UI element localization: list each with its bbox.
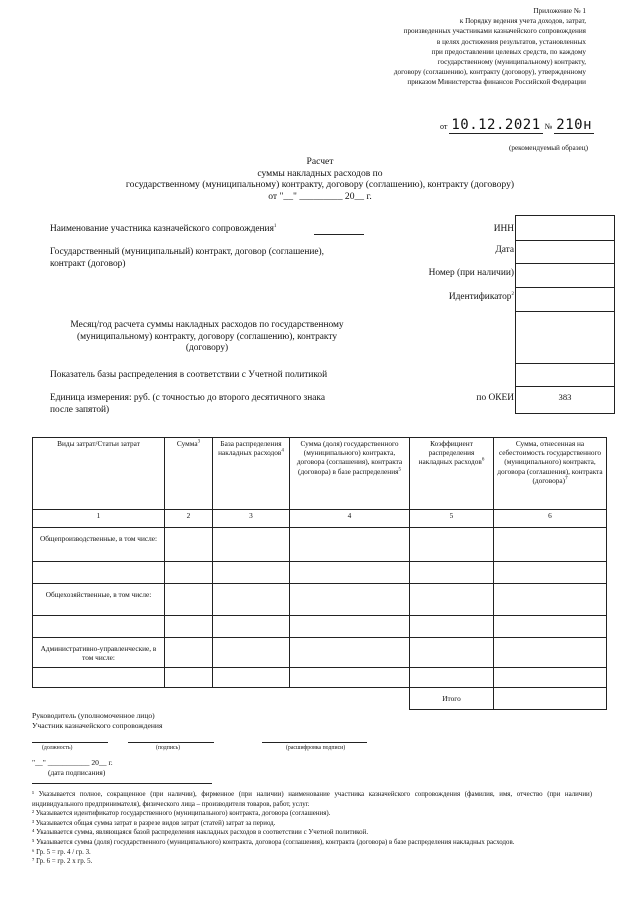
sign-date-line: "__" ___________ 20__ г.	[32, 758, 113, 767]
table-row	[33, 616, 607, 638]
footnote: ¹ Указывается полное, сокращенное (при наличии), фирменное (при наличии) наименование участника казначейского сопровождения (фамилия, имя, отчество (при наличии) индивидуального предпринимателя), физического лица – производителя товаров, работ, услуг.	[32, 791, 592, 808]
participant-label: Наименование участника казначейского сопровождения$^1$	[50, 223, 277, 234]
table-header-row	[33, 438, 607, 510]
appendix-line: в целях достижения результатов, установленных	[436, 37, 586, 46]
okei-label: по ОКЕИ	[476, 393, 514, 403]
table-row	[33, 668, 607, 688]
footnote: ² Указывается идентификатор государственного (муниципального) контракта, договора (соглашения).	[32, 810, 331, 818]
footnote: ⁵ Указывается сумма (доля) государственного (муниципального) контракта, договора (соглашения), контракта (договора) в базе распределения накладных расходов.	[32, 838, 515, 846]
appendix-line: государственному (муниципальному) контракту,	[437, 58, 586, 67]
order-number: 210н	[556, 117, 592, 133]
order-reference: от 10.12.2021 № 210н	[439, 117, 592, 133]
header-cell: Сумма$^3$	[165, 438, 213, 510]
sign-date-caption: (дата подписания)	[48, 768, 106, 777]
footnote: ⁷ Гр. 6 = гр. 2 х гр. 5.	[32, 858, 93, 866]
header-cell: Сумма, отнесенная на себестоимость государственного (муниципального) контракта, договора (соглашения), контракта (договора)$^7$	[494, 438, 607, 510]
date-label: Дата	[495, 245, 514, 255]
table-row: Общехозяйственные, в том числе:	[33, 584, 607, 616]
total-row	[33, 688, 607, 710]
table-row: Административно-управленческие, в том числе:	[33, 638, 607, 668]
appendix-line: произведенных участниками казначейского сопровождения	[403, 27, 586, 36]
overhead-table	[32, 437, 607, 710]
signature-block: Руководитель (уполномоченное лицо) Участник казначейского сопровождения	[32, 711, 163, 730]
participant-underline	[314, 234, 364, 235]
footnote: ⁴ Указывается сумма, являющаяся базой распределения накладных расходов в соответствии с Учетной политикой.	[32, 829, 369, 837]
month-label: Месяц/год расчета суммы накладных расходов по государственному (муниципальному) контракту, договору (соглашению), контракту (договору)	[70, 320, 344, 354]
table-row: Общепроизводственные, в том числе:	[33, 528, 607, 562]
position-caption: (должность)	[42, 745, 73, 751]
identifier-label: Идентификатор$^2$	[448, 291, 514, 302]
appendix-line: приказом Министерства финансов Российской Федерации	[407, 78, 586, 87]
signature-caption: (подпись)	[156, 745, 181, 751]
column-number-row: 1 2 3 4 5 6	[33, 510, 607, 528]
decoding-caption: (расшифровка подписи)	[286, 745, 346, 751]
contract-label: Государственный (муниципальный) контракт, договор (соглашение), контракт (договор)	[50, 247, 324, 269]
header-cell: База распределения накладных расходов$^4$	[213, 438, 290, 510]
inn-label: ИНН	[493, 224, 514, 234]
appendix-header	[326, 6, 586, 88]
header-cell: Сумма (доля) государственного (муниципального) контракта, договора (соглашения), контракта (договора) в базе распределения$^5$	[290, 438, 410, 510]
footnote: ³ Указывается общая сумма затрат в разрезе видов затрат (статей) затрат за период.	[32, 819, 276, 827]
footnotes	[32, 790, 592, 867]
codes-column	[515, 215, 615, 414]
base-label: Показатель базы распределения в соответствии с Учетной политикой	[50, 370, 328, 380]
header-cell: Коэффициент распределения накладных расходов$^6$	[410, 438, 494, 510]
header-cell: Виды затрат/Статьи затрат	[33, 438, 165, 510]
appendix-line: Приложение № 1	[533, 7, 586, 15]
unit-label: Единица измерения: руб. (с точностью до второго десятичного знака после запятой)	[50, 393, 325, 415]
okei-value: 383	[558, 392, 572, 402]
recommended-sample: (рекомендуемый образец)	[508, 144, 588, 152]
total-label: Итого	[410, 688, 494, 710]
table-row	[33, 562, 607, 584]
order-date: 10.12.2021	[451, 117, 541, 133]
appendix-line: при предоставлении целевых средств, по каждому	[431, 47, 586, 56]
number-label: Номер (при наличии)	[428, 268, 514, 278]
footnote: ⁶ Гр. 5 = гр. 4 / гр. 3.	[32, 848, 91, 856]
appendix-line: к Порядку ведения учета доходов, затрат,	[459, 17, 586, 26]
document-title: Расчет суммы накладных расходов по государственному (муниципальному) контракту, договору (соглашению), контракту (договору) от "__" _________ 20__ г.	[125, 156, 515, 202]
appendix-line: договору (соглашению), контракту (договору), утвержденному	[393, 68, 586, 77]
